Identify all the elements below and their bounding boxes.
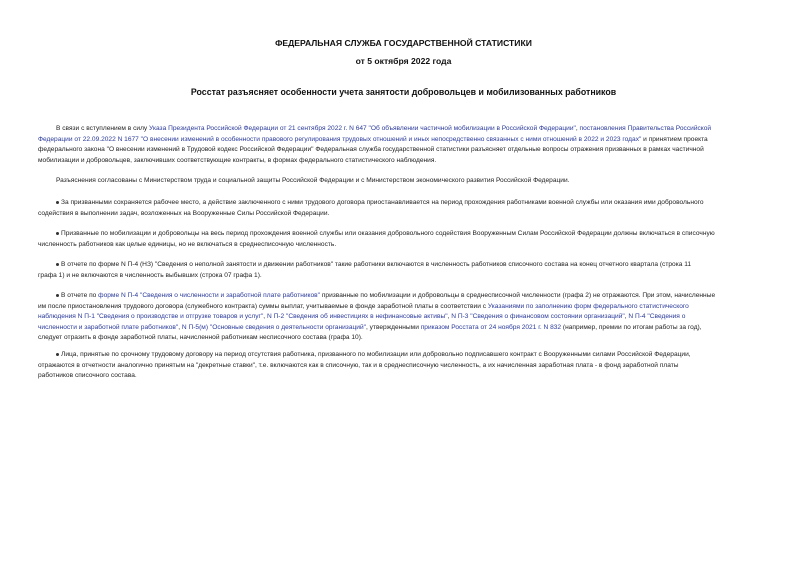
paragraph-line bbox=[38, 312, 768, 323]
text-run: В отчете по форме N П-4 (НЗ) "Сведения о неполной занятости и движении работников" такие работники включаются в численность работников списочного состава на конец отчетного квартала (строка 11 bbox=[61, 261, 692, 268]
paragraph-line bbox=[38, 135, 768, 146]
text-run: Лица, принятые по срочному трудовому договору на период отсутствия работника, призванного по мобилизации или добровольно подписавшего контракт с Вооруженными силами Российской Федерации, bbox=[61, 351, 691, 358]
paragraph-line: графа 1) и не включаются в численность выбывших (строка 07 графа 1). bbox=[38, 271, 262, 279]
instructions-link[interactable]: Указаниями по заполнению форм федерального статистического bbox=[487, 302, 689, 310]
paragraph-line bbox=[38, 350, 768, 361]
text-run: За призванными сохраняется рабочее место, а действие заключенного с ними трудового договора приостанавливается на период прохождения работниками военной службы или оказания ими добровольного bbox=[61, 199, 704, 206]
paragraph-line: следует отразить в фонде заработной платы, начисленной работникам несписочного состава (графа 10). bbox=[38, 334, 363, 342]
text-run: , bbox=[263, 313, 267, 321]
paragraph-line bbox=[38, 302, 768, 313]
paragraph-line: федерального закона "О внесении изменений в Трудовой кодекс Российской Федерации" Федеральная служба государственной статистики разъясняет отдельные вопросы отражения призванных в рамках частичной bbox=[38, 146, 704, 154]
form-p3-link[interactable]: N П-3 "Сведения о финансовом состоянии организаций" bbox=[451, 313, 625, 321]
text-run: , bbox=[624, 313, 629, 321]
text-run: и принятием проекта bbox=[641, 135, 708, 143]
bullet-icon bbox=[56, 353, 59, 356]
text-run: , утвержденными bbox=[365, 323, 421, 331]
paragraph-workplace bbox=[38, 198, 768, 219]
paragraph-form-p4 bbox=[38, 291, 768, 344]
paragraph-line bbox=[38, 260, 768, 271]
paragraph-line: содействия в выполнении задач, возложенных на Вооруженные Силы Российской Федерации. bbox=[38, 209, 330, 217]
paragraph-form-p4nz bbox=[38, 260, 768, 281]
text-run: В отчете по bbox=[61, 292, 99, 299]
form-p5m-link[interactable]: N П-5(м) "Основные сведения о деятельности организаций" bbox=[181, 323, 366, 331]
text-run: призванные по мобилизации и добровольцы в среднесписочной численности (графа 2) не отражаются. При этом, начисленные bbox=[320, 292, 716, 299]
paragraph-line: численность работников как целые единицы, но не включаться в среднесписочную численность. bbox=[38, 240, 337, 248]
text-run: , bbox=[178, 323, 182, 331]
bullet-icon bbox=[56, 201, 59, 204]
bullet-icon bbox=[56, 232, 59, 235]
paragraph-line: Разъяснения согласованы с Министерством труда и социальной защиты Российской Федерации и с Министерством экономического развития Российской Федерации. bbox=[56, 177, 570, 184]
paragraph-line bbox=[38, 323, 768, 334]
form-p4-link-2[interactable]: N П-4 "Сведения о bbox=[628, 313, 686, 321]
form-p4-link-2-cont[interactable]: численности и заработной плате работников" bbox=[38, 323, 179, 331]
paragraph-fixed-term bbox=[38, 350, 768, 382]
paragraph-line bbox=[38, 124, 768, 135]
text-run: им после приостановления трудового договора (служебного контракта) суммы выплат, учитываемые в фонде заработной платы в соответствии с bbox=[38, 302, 488, 310]
paragraph-line: отражаются в отчетности аналогично принятым на "декретные ставки", т.е. включаются как в списочную, так и в среднесписочную численность, а их начисленная заработная плата - в фонд заработной платы bbox=[38, 361, 679, 369]
text-run: , bbox=[575, 125, 580, 132]
paragraph-line bbox=[38, 198, 768, 209]
form-p4-link[interactable]: форме N П-4 "Сведения о численности и заработной плате работников" bbox=[98, 292, 321, 299]
paragraph-line: работников списочного состава. bbox=[38, 372, 137, 380]
bullet-icon bbox=[56, 263, 59, 266]
text-run: Призванные по мобилизации и добровольцы на весь период прохождения военной службы или оказания добровольного содействия Вооруженным Силам Российской Федерации должны включаться в списочную bbox=[61, 230, 715, 237]
paragraph-line bbox=[38, 291, 768, 302]
resolution-link[interactable]: постановления Правительства Российской bbox=[579, 125, 712, 132]
organization-title: ФЕДЕРАЛЬНАЯ СЛУЖБА ГОСУДАРСТВЕННОЙ СТАТИСТИКИ bbox=[275, 38, 532, 48]
paragraph-agreement bbox=[38, 176, 768, 187]
document-date: от 5 октября 2022 года bbox=[355, 56, 452, 66]
form-p1-link[interactable]: наблюдения N П-1 "Сведения о производстве и отгрузке товаров и услуг" bbox=[38, 313, 264, 321]
paragraph-line: мобилизации и добровольцев, заключивших соответствующие контракты, в формах федерального статистического наблюдения. bbox=[38, 156, 437, 164]
text-run: , bbox=[447, 313, 452, 321]
paragraph-line bbox=[38, 229, 768, 240]
form-p2-link[interactable]: N П-2 "Сведения об инвестициях в нефинансовые активы" bbox=[266, 313, 448, 321]
order-link[interactable]: приказом Росстата от 24 ноября 2021 г. N 832 bbox=[420, 323, 562, 331]
bullet-icon bbox=[56, 294, 59, 297]
text-run: В связи с вступлением в силу bbox=[56, 125, 150, 132]
paragraph-intro bbox=[38, 124, 768, 166]
decree-link[interactable]: Указа Президента Российской Федерации от 21 сентября 2022 г. N 647 "Об объявлении частичной мобилизации в Российской Федерации" bbox=[149, 125, 576, 132]
resolution-link-cont[interactable]: Федерации от 22.09.2022 N 1677 "О внесении изменений в особенности правового регулирования трудовых отношений и иных непосредственно связанных с ними отношений в 2022 и 2023 годах" bbox=[38, 135, 642, 143]
document-title: Росстат разъясняет особенности учета занятости добровольцев и мобилизованных работников bbox=[190, 87, 617, 97]
paragraph-headcount bbox=[38, 229, 768, 250]
text-run: (например, премии по итогам работы за год), bbox=[561, 323, 702, 331]
